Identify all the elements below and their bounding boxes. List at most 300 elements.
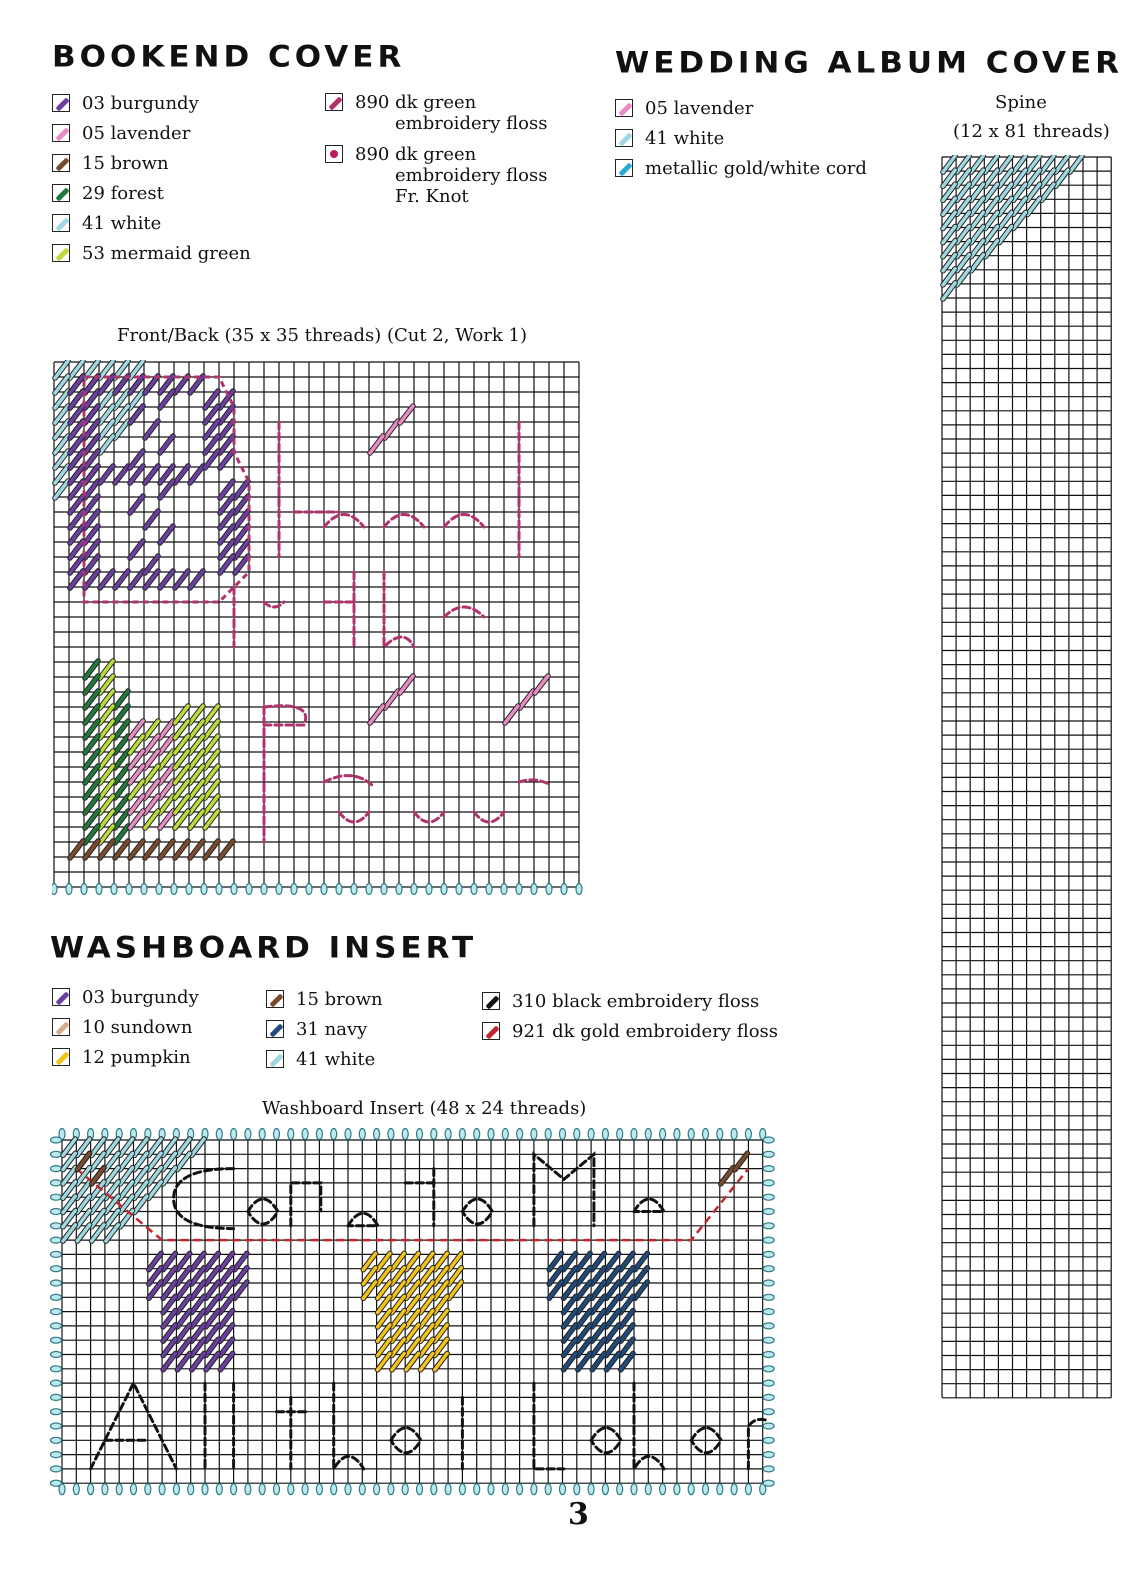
overcast-stitch [703, 1484, 709, 1495]
bookend-key-left [52, 89, 251, 269]
key-label: 41 white [645, 128, 725, 149]
key-item [615, 94, 867, 124]
overcast-stitch [51, 1194, 62, 1200]
swatch-icon [482, 1022, 500, 1040]
overcast-stitch [445, 1484, 451, 1495]
overcast-stitch [88, 1484, 94, 1495]
overcast-stitch [431, 1129, 437, 1140]
overcast-stitch [763, 1237, 774, 1243]
overcast-stitch [288, 1129, 294, 1140]
overcast-stitch [531, 1484, 537, 1495]
overcast-stitch [359, 1129, 365, 1140]
white-stitch [192, 1139, 204, 1155]
burgundy-stitch [145, 376, 158, 393]
key-item [52, 179, 251, 209]
brown-stitch [205, 841, 218, 858]
grid-lines [942, 157, 1111, 1398]
brown-stitch [145, 841, 158, 858]
overcast-stitch [246, 884, 252, 895]
overcast-stitch [51, 1423, 62, 1429]
lavender-stitch [535, 676, 548, 693]
overcast-stitch [51, 1366, 62, 1372]
washboard-chart-caption: Washboard Insert (48 x 24 threads) [262, 1098, 587, 1119]
bookend-chart-caption: Front/Back (35 x 35 threads) (Cut 2, Work 1) [117, 325, 528, 346]
brown-stitch [190, 841, 203, 858]
overcast-stitch [763, 1423, 774, 1429]
key-item [482, 1017, 778, 1047]
key-label: metallic gold/white cord [645, 158, 867, 179]
overcast-stitch [531, 884, 537, 895]
overcast-stitch [763, 1394, 774, 1400]
overcast-stitch [145, 1484, 151, 1495]
overcast-stitch [574, 1484, 580, 1495]
swatch-icon [52, 1018, 70, 1036]
overcast-stitch [445, 1129, 451, 1140]
overcast-stitch [717, 1129, 723, 1140]
key-label: 31 navy [296, 1019, 368, 1040]
key-label: 05 lavender [82, 123, 191, 144]
brown-stitch [220, 841, 233, 858]
overcast-stitch [474, 1129, 480, 1140]
overcast-stitch [345, 1129, 351, 1140]
lavender-stitch [400, 676, 413, 693]
brown-stitch [160, 841, 173, 858]
burgundy-stitch [160, 436, 173, 453]
overcast-stitch [763, 1266, 774, 1272]
overcast-stitch [674, 1484, 680, 1495]
overcast-stitch [560, 1129, 566, 1140]
burgundy-stitch [145, 466, 158, 483]
overcast-stitch [617, 1129, 623, 1140]
key-item [615, 154, 867, 184]
burgundy-stitch [145, 511, 158, 528]
overcast-stitch [688, 1484, 694, 1495]
overcast-stitch [645, 1129, 651, 1140]
lavender-stitch [520, 691, 533, 708]
overcast-stitch [231, 1484, 237, 1495]
swatch-icon [325, 145, 343, 163]
overcast-stitch [660, 1484, 666, 1495]
key-label: 29 forest [82, 183, 164, 204]
overcast-stitch [763, 1166, 774, 1172]
overcast-stitch [631, 1484, 637, 1495]
overcast-stitch [51, 1237, 62, 1243]
stitch-icon [55, 157, 69, 171]
overcast-stitch [402, 1484, 408, 1495]
brown-stitch [721, 1168, 733, 1184]
overcast-stitch [274, 1129, 280, 1140]
overcast-stitch [51, 1180, 62, 1186]
overcast-stitch [574, 1129, 580, 1140]
overcast-stitch [645, 1484, 651, 1495]
overcast-stitch [402, 1129, 408, 1140]
bookend-grid [52, 360, 587, 900]
swatch-icon [266, 1050, 284, 1068]
burgundy-stitch [175, 376, 188, 393]
overcast-stitch [73, 1484, 79, 1495]
overcast-stitch [745, 1484, 751, 1495]
stitch-icon [485, 995, 499, 1009]
overcast-stitch [674, 1129, 680, 1140]
key-label-cont: embroidery floss [395, 165, 548, 186]
burgundy-stitch [130, 496, 143, 513]
key-label: 05 lavender [645, 98, 754, 119]
overcast-stitch [576, 884, 582, 895]
overcast-stitch [561, 884, 567, 895]
burgundy-stitch [160, 526, 173, 543]
key-item [52, 149, 251, 179]
overcast-stitch [763, 1294, 774, 1300]
swatch-icon [325, 93, 343, 111]
overcast-stitch [111, 884, 117, 895]
stitch-icon [55, 127, 69, 141]
overcast-stitch [731, 1129, 737, 1140]
spine-caption: (12 x 81 threads) [953, 121, 1110, 142]
swatch-icon [52, 244, 70, 262]
swatch-icon [52, 214, 70, 232]
overcast-stitch [660, 1129, 666, 1140]
stitch-icon [485, 1025, 499, 1039]
french-knot-icon [330, 150, 338, 158]
overcast-stitch [291, 884, 297, 895]
swatch-icon [52, 94, 70, 112]
page-number: 3 [568, 1497, 589, 1532]
bookend-title: BOOKEND COVER [52, 39, 406, 75]
overcast-stitch [245, 1484, 251, 1495]
swatch-icon [482, 992, 500, 1010]
overcast-stitch [188, 1484, 194, 1495]
overcast-stitch [486, 884, 492, 895]
washboard-key-col1 [52, 983, 199, 1073]
overcast-stitch [501, 884, 507, 895]
key-label: 12 pumpkin [82, 1047, 191, 1068]
overcast-stitch [51, 1251, 62, 1257]
overcast-stitch [459, 1129, 465, 1140]
key-label: 890 dk green [355, 144, 477, 165]
overcast-stitch [763, 1352, 774, 1358]
burgundy-stitch [190, 376, 203, 393]
overcast-stitch [396, 884, 402, 895]
swatch-icon [52, 1048, 70, 1066]
overcast-stitch [302, 1129, 308, 1140]
overcast-stitch [763, 1194, 774, 1200]
key-label-cont: Fr. Knot [395, 186, 469, 207]
overcast-stitch [763, 1366, 774, 1372]
overcast-stitch [381, 884, 387, 895]
overcast-stitch [703, 1129, 709, 1140]
overcast-stitch [763, 1137, 774, 1143]
overcast-stitch [688, 1129, 694, 1140]
stitch-icon [55, 991, 69, 1005]
overcast-stitch [456, 884, 462, 895]
overcast-stitch [763, 1251, 774, 1257]
spine-grid [940, 155, 1114, 1410]
bookend-key-right [325, 92, 547, 207]
overcast-stitch [763, 1280, 774, 1286]
overcast-stitch [545, 1484, 551, 1495]
stitch-icon [55, 1021, 69, 1035]
overcast-stitch [276, 884, 282, 895]
overcast-stitch [763, 1209, 774, 1215]
overcast-stitch [560, 1484, 566, 1495]
overcast-stitch [763, 1151, 774, 1157]
overcast-stitch [763, 1466, 774, 1472]
key-item [266, 985, 383, 1015]
overcast-stitch [471, 884, 477, 895]
overcast-stitch [366, 884, 372, 895]
stitch-icon [618, 102, 632, 116]
swatch-icon [266, 1020, 284, 1038]
swatch-icon [52, 154, 70, 172]
overcast-stitch [345, 1484, 351, 1495]
swatch-icon [52, 184, 70, 202]
key-label: 890 dk green [355, 92, 477, 113]
overcast-stitch [51, 1280, 62, 1286]
overcast-stitch [51, 1409, 62, 1415]
brown-stitch [70, 841, 83, 858]
overcast-stitch [631, 1129, 637, 1140]
swatch-icon [52, 124, 70, 142]
burgundy-stitch [190, 466, 203, 483]
brown-stitch [735, 1153, 747, 1169]
overcast-stitch [51, 1452, 62, 1458]
overcast-stitch [51, 1394, 62, 1400]
overcast-stitch [216, 1484, 222, 1495]
overcast-stitch [351, 884, 357, 895]
burgundy-stitch [160, 571, 173, 588]
overcast-stitch [502, 1129, 508, 1140]
overcast-stitch [374, 1129, 380, 1140]
backstitch-text [174, 1154, 664, 1228]
backstitch-text [234, 572, 484, 647]
overcast-stitch [546, 884, 552, 895]
overcast-stitch [602, 1129, 608, 1140]
overcast-stitch [245, 1129, 251, 1140]
overcast-stitch [763, 1223, 774, 1229]
key-item [266, 1045, 383, 1075]
overcast-stitch [288, 1484, 294, 1495]
overcast-stitch [588, 1129, 594, 1140]
burgundy-stitch [100, 466, 113, 483]
swatch-icon [615, 129, 633, 147]
stitch-icon [269, 1053, 283, 1067]
overcast-stitch [431, 1484, 437, 1495]
overcast-stitch [51, 1294, 62, 1300]
lavender-stitch [505, 706, 518, 723]
key-item [52, 1013, 199, 1043]
overcast-stitch [459, 1484, 465, 1495]
burgundy-stitch [190, 571, 203, 588]
key-item [52, 983, 199, 1013]
key-label: 10 sundown [82, 1017, 193, 1038]
overcast-stitch [51, 1223, 62, 1229]
lavender-stitch [385, 691, 398, 708]
burgundy-stitch [130, 541, 143, 558]
key-item [52, 1043, 199, 1073]
overcast-stitch [306, 884, 312, 895]
overcast-stitch [141, 884, 147, 895]
overcast-stitch [216, 884, 222, 895]
wedding-key [615, 94, 867, 184]
overcast-stitch [51, 1466, 62, 1472]
bookend-chart [52, 360, 587, 900]
stitch-icon [55, 1051, 69, 1065]
burgundy-stitch [175, 571, 188, 588]
overcast-stitch [763, 1452, 774, 1458]
key-item [266, 1015, 383, 1045]
overcast-stitch [51, 1352, 62, 1358]
swatch-icon [52, 988, 70, 1006]
overcast-stitch [274, 1484, 280, 1495]
stitch-icon [269, 1023, 283, 1037]
key-label: 310 black embroidery floss [512, 991, 760, 1012]
backstitch-text [264, 706, 549, 842]
overcast-stitch [81, 884, 87, 895]
overcast-stitch [51, 1151, 62, 1157]
lavender-stitch [400, 406, 413, 423]
washboard-key-col2 [266, 985, 383, 1075]
washboard-key-col3 [482, 987, 778, 1047]
brown-stitch [175, 841, 188, 858]
overcast-stitch [517, 1129, 523, 1140]
overcast-stitch [96, 884, 102, 895]
white-stitch [1070, 156, 1082, 172]
overcast-stitch [51, 1166, 62, 1172]
wedding-title: WEDDING ALBUM COVER [615, 45, 1124, 81]
overcast-stitch [731, 1484, 737, 1495]
overcast-stitch [51, 1480, 62, 1486]
overcast-stitch [159, 1484, 165, 1495]
overcast-stitch [261, 884, 267, 895]
key-item [52, 209, 251, 239]
burgundy-stitch [115, 571, 128, 588]
overcast-stitch [331, 1129, 337, 1140]
key-label: 921 dk gold embroidery floss [512, 1021, 779, 1042]
key-item [52, 119, 251, 149]
swatch-icon [615, 99, 633, 117]
washboard-chart [48, 1126, 793, 1496]
overcast-stitch [302, 1484, 308, 1495]
overcast-stitch [531, 1129, 537, 1140]
key-item [615, 124, 867, 154]
overcast-stitch [417, 1129, 423, 1140]
overcast-stitch [51, 1266, 62, 1272]
stitch-icon [55, 247, 69, 261]
overcast-stitch [126, 884, 132, 895]
overcast-stitch [763, 1480, 774, 1486]
overcast-stitch [502, 1484, 508, 1495]
overcast-stitch [51, 1337, 62, 1343]
overcast-stitch [374, 1484, 380, 1495]
overcast-stitch [763, 1309, 774, 1315]
overcast-stitch [231, 884, 237, 895]
overcast-stitch [763, 1409, 774, 1415]
overcast-stitch [763, 1437, 774, 1443]
overcast-stitch [66, 884, 72, 895]
burgundy-stitch [100, 571, 113, 588]
key-label: 03 burgundy [82, 987, 199, 1008]
overcast-stitch [316, 1129, 322, 1140]
key-label: 03 burgundy [82, 93, 199, 114]
overcast-stitch [474, 1484, 480, 1495]
overcast-stitch [201, 884, 207, 895]
overcast-stitch [52, 884, 57, 895]
overcast-stitch [417, 1484, 423, 1495]
overcast-stitch [763, 1180, 774, 1186]
overcast-stitch [231, 1129, 237, 1140]
key-label: 53 mermaid green [82, 243, 251, 264]
overcast-stitch [588, 1484, 594, 1495]
overcast-stitch [116, 1484, 122, 1495]
overcast-stitch [388, 1129, 394, 1140]
overcast-stitch [426, 884, 432, 895]
swatch-icon [615, 159, 633, 177]
lavender-stitch [385, 421, 398, 438]
overcast-stitch [617, 1484, 623, 1495]
stitch-icon [269, 993, 283, 1007]
overcast-stitch [488, 1129, 494, 1140]
overcast-stitch [602, 1484, 608, 1495]
overcast-stitch [51, 1380, 62, 1386]
key-item [325, 144, 547, 207]
stitch-icon [618, 132, 632, 146]
overcast-stitch [331, 1484, 337, 1495]
overcast-stitch [763, 1380, 774, 1386]
overcast-stitch [388, 1484, 394, 1495]
key-item [52, 89, 251, 119]
key-label: 41 white [82, 213, 162, 234]
overcast-stitch [717, 1484, 723, 1495]
overcast-stitch [545, 1129, 551, 1140]
overcast-stitch [316, 1484, 322, 1495]
overcast-stitch [102, 1484, 108, 1495]
overcast-stitch [411, 884, 417, 895]
key-item [52, 239, 251, 269]
overcast-stitch [488, 1484, 494, 1495]
overcast-stitch [51, 1437, 62, 1443]
stitch-icon [618, 162, 632, 176]
washboard-title: WASHBOARD INSERT [50, 930, 478, 966]
burgundy-stitch [175, 466, 188, 483]
overcast-stitch [441, 884, 447, 895]
brown-stitch [130, 841, 143, 858]
key-label: 15 brown [296, 989, 383, 1010]
spine-chart [940, 155, 1114, 1410]
key-label: 15 brown [82, 153, 169, 174]
lavender-stitch [370, 436, 383, 453]
overcast-stitch [259, 1129, 265, 1140]
overcast-stitch [745, 1129, 751, 1140]
overcast-stitch [763, 1337, 774, 1343]
overcast-stitch [51, 1137, 62, 1143]
overcast-stitch [51, 1309, 62, 1315]
stitch-icon [55, 217, 69, 231]
overcast-stitch [186, 884, 192, 895]
overcast-stitch [51, 1323, 62, 1329]
key-label-cont: embroidery floss [395, 113, 548, 134]
overcast-stitch [216, 1129, 222, 1140]
overcast-stitch [173, 1484, 179, 1495]
overcast-stitch [171, 884, 177, 895]
spine-title: Spine [995, 92, 1047, 113]
burgundy-stitch [145, 421, 158, 438]
swatch-icon [266, 990, 284, 1008]
overcast-stitch [517, 1484, 523, 1495]
key-item [325, 92, 547, 134]
stitch-icon [55, 187, 69, 201]
overcast-stitch [321, 884, 327, 895]
key-label: 41 white [296, 1049, 376, 1070]
